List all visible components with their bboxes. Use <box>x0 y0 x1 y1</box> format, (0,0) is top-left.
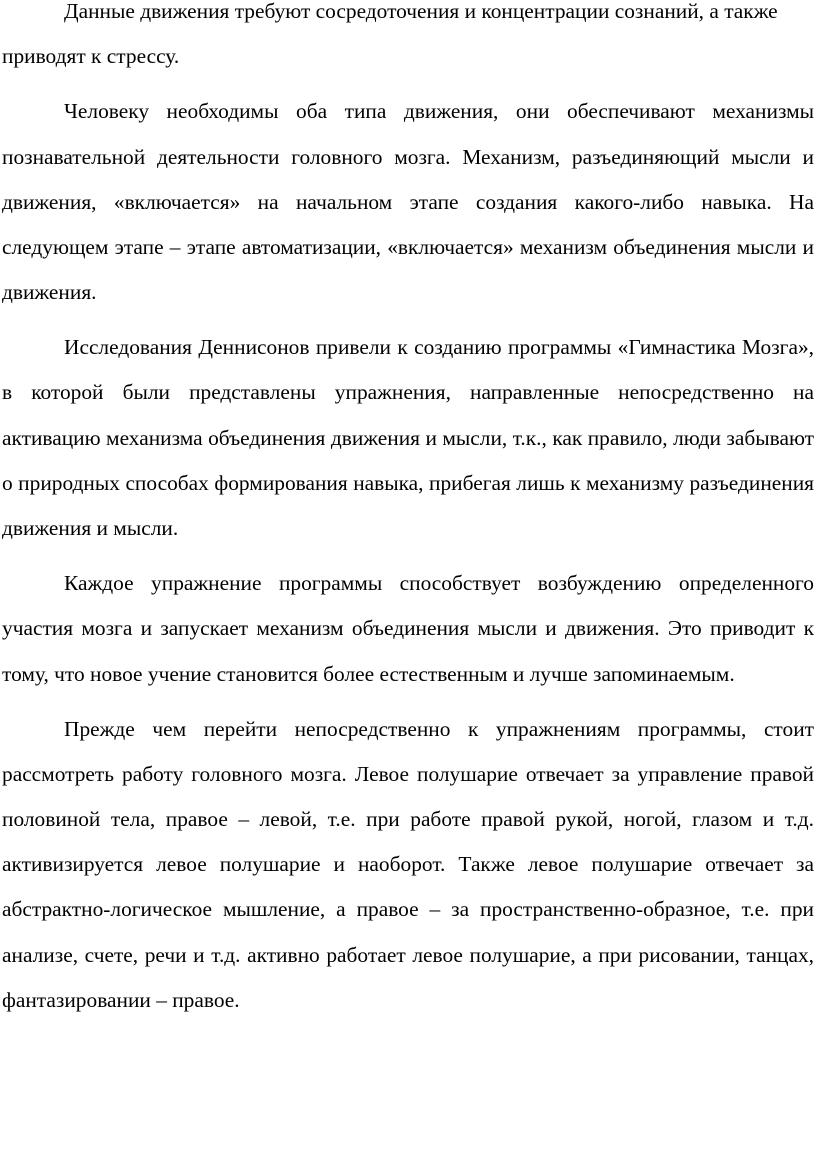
paragraph-5: Прежде чем перейти непосредственно к упражнениям программы, стоит рассмотреть работу головного мозга. Левое полушарие отвечает за управление правой половиной тела, правое – левой, т.е. при работе правой рукой, ногой, глазом и т.д. активизируется левое полушарие и наоборот. Также левое полушарие отвечает за абстрактно-логическое мышление, а правое – за пространственно-образное, т.е. при анализе, счете, речи и т.д. активно работает левое полушарие, а при рисовании, танцах, фантазировании – правое. <box>2 716 814 1012</box>
paragraph-1: Данные движения требуют сосредоточения и концентрации сознаний, а также приводят к стрессу. <box>2 0 778 69</box>
paragraph-2: Человеку необходимы оба типа движения, они обеспечивают механизмы познавательной деятельности головного мозга. Механизм, разъединяющий мысли и движения, «включается» на начальном этапе создания какого-либо навыка. На следующем этапе – этапе автоматизации, «включается» механизм объединения мысли и движения. <box>2 99 814 305</box>
document-body <box>2 0 814 1033</box>
paragraph-3: Исследования Деннисонов привели к созданию программы «Гимнастика Мозга», в которой были представлены упражнения, направленные непосредственно на активацию механизма объединения движения и мысли, т.к., как правило, люди забывают о природных способах формирования навыка, прибегая лишь к механизму разъединения движения и мысли. <box>2 335 814 541</box>
paragraph-4: Каждое упражнение программы способствует возбуждению определенного участия мозга и запускает механизм объединения мысли и движения. Это приводит к тому, что новое учение становится более естественным и лучше запоминаемым. <box>2 571 814 686</box>
